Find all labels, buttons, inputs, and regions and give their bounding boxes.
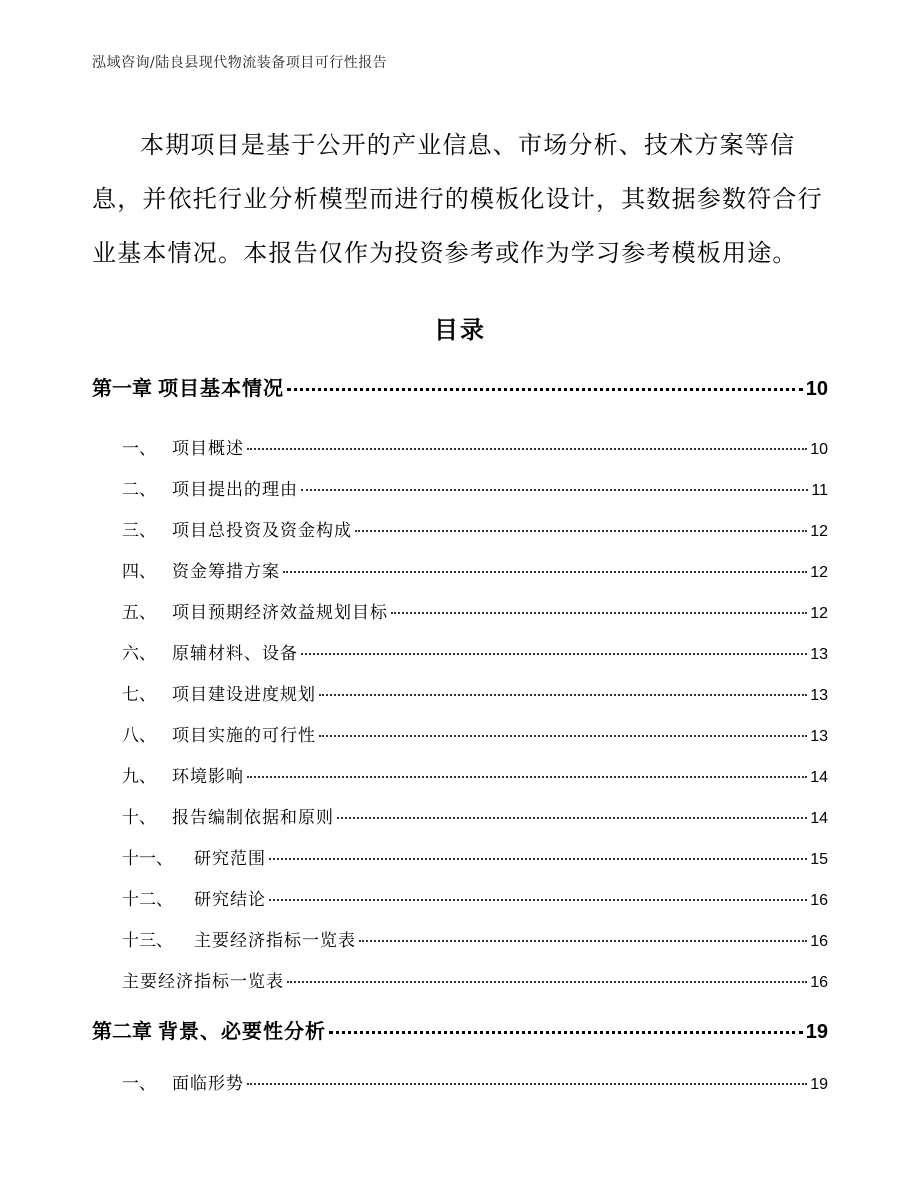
toc-dot-leader bbox=[319, 735, 807, 737]
toc-section-1-6[interactable] bbox=[122, 639, 828, 665]
toc-section-1-8[interactable] bbox=[122, 721, 828, 747]
toc-number: 二、 bbox=[122, 480, 156, 500]
toc-dot-leader bbox=[329, 1031, 803, 1034]
toc-section-1-10[interactable] bbox=[122, 803, 828, 829]
toc-page-number: 13 bbox=[810, 646, 828, 663]
toc-label: 资金筹措方案 bbox=[172, 562, 280, 582]
toc-section-2-1[interactable] bbox=[122, 1069, 828, 1095]
toc-number: 一、 bbox=[122, 439, 156, 459]
toc-dot-leader bbox=[337, 817, 807, 819]
toc-dot-leader bbox=[287, 981, 807, 983]
toc-label: 报告编制依据和原则 bbox=[172, 808, 334, 828]
toc-page-number: 11 bbox=[811, 482, 828, 499]
toc-dot-leader bbox=[301, 653, 807, 655]
toc-label: 项目总投资及资金构成 bbox=[172, 521, 352, 541]
toc-section-1-2[interactable] bbox=[122, 475, 828, 501]
toc-label: 原辅材料、设备 bbox=[172, 644, 298, 664]
toc-number: 五、 bbox=[122, 603, 156, 623]
toc-page-number: 16 bbox=[810, 974, 828, 991]
toc-title: 目录 bbox=[434, 316, 486, 344]
toc-page-number: 13 bbox=[810, 728, 828, 745]
toc-label: 项目提出的理由 bbox=[172, 480, 298, 500]
toc-number: 十一、 bbox=[122, 849, 173, 869]
toc-page-number: 10 bbox=[805, 378, 828, 400]
toc-number: 九、 bbox=[122, 767, 156, 787]
toc-section-1-12[interactable] bbox=[122, 885, 828, 911]
toc-label: 研究结论 bbox=[194, 890, 266, 910]
toc-page-number: 12 bbox=[810, 605, 828, 622]
toc-label: 项目概述 bbox=[172, 439, 244, 459]
toc-chapter-2[interactable] bbox=[92, 1015, 828, 1045]
toc-label: 项目实施的可行性 bbox=[172, 726, 316, 746]
toc-number: 四、 bbox=[122, 562, 156, 582]
toc-section-1-3[interactable] bbox=[122, 516, 828, 542]
toc-dot-leader bbox=[283, 571, 807, 573]
toc-page-number: 13 bbox=[810, 687, 828, 704]
toc-section-1-4[interactable] bbox=[122, 557, 828, 583]
toc-number: 十三、 bbox=[122, 931, 173, 951]
toc-page-number: 14 bbox=[810, 769, 828, 786]
toc-number: 一、 bbox=[122, 1074, 156, 1094]
toc-page-number: 12 bbox=[810, 523, 828, 540]
toc-number: 七、 bbox=[122, 685, 156, 705]
toc-dot-leader bbox=[269, 858, 807, 860]
toc-label: 研究范围 bbox=[194, 849, 266, 869]
toc-label: 环境影响 bbox=[172, 767, 244, 787]
toc-page-number: 10 bbox=[810, 441, 828, 458]
running-header: 泓域咨询/陆良县现代物流装备项目可行性报告 bbox=[92, 55, 388, 71]
intro-paragraph: 本期项目是基于公开的产业信息、市场分析、技术方案等信息，并依托行业分析模型而进行的模板化设计，其数据参数符合行业基本情况。本报告仅作为投资参考或作为学习参考模板用途。 bbox=[92, 131, 823, 267]
toc-section-1-11[interactable] bbox=[122, 844, 828, 870]
toc-dot-leader bbox=[247, 448, 807, 450]
toc-dot-leader bbox=[355, 530, 807, 532]
toc-dot-leader bbox=[301, 489, 808, 491]
toc-dot-leader bbox=[391, 612, 807, 614]
toc-number: 六、 bbox=[122, 644, 156, 664]
toc-page-number: 12 bbox=[810, 564, 828, 581]
toc-section-1-5[interactable] bbox=[122, 598, 828, 624]
toc-number: 十二、 bbox=[122, 890, 173, 910]
toc-dot-leader bbox=[287, 388, 803, 391]
toc-page-number: 16 bbox=[810, 892, 828, 909]
toc-page-number: 16 bbox=[810, 933, 828, 950]
toc-section-1-7[interactable] bbox=[122, 680, 828, 706]
toc-section-1-13[interactable] bbox=[122, 926, 828, 952]
toc-dot-leader bbox=[247, 1083, 807, 1085]
toc-number: 第一章 bbox=[92, 376, 152, 400]
toc-page-number: 14 bbox=[810, 810, 828, 827]
toc-dot-leader bbox=[269, 899, 807, 901]
toc-page-number: 19 bbox=[805, 1021, 828, 1043]
toc-dot-leader bbox=[319, 694, 807, 696]
toc-label: 项目建设进度规划 bbox=[172, 685, 316, 705]
toc-section-1-1[interactable] bbox=[122, 434, 828, 460]
toc-number: 三、 bbox=[122, 521, 156, 541]
toc-page-number: 19 bbox=[810, 1076, 828, 1093]
toc-label: 面临形势 bbox=[172, 1074, 244, 1094]
toc-dot-leader bbox=[247, 776, 807, 778]
toc-page-number: 15 bbox=[810, 851, 828, 868]
toc-number: 八、 bbox=[122, 726, 156, 746]
toc-number: 第二章 bbox=[92, 1019, 152, 1043]
toc-section-1-9[interactable] bbox=[122, 762, 828, 788]
toc-label: 背景、必要性分析 bbox=[158, 1019, 326, 1043]
toc-chapter-1[interactable] bbox=[92, 372, 828, 402]
toc-label: 项目基本情况 bbox=[158, 376, 284, 400]
toc-label: 主要经济指标一览表 bbox=[122, 972, 284, 992]
toc-number: 十、 bbox=[122, 808, 156, 828]
toc-label: 主要经济指标一览表 bbox=[194, 931, 356, 951]
toc-table-entry[interactable] bbox=[122, 967, 828, 993]
toc-dot-leader bbox=[359, 940, 807, 942]
toc-label: 项目预期经济效益规划目标 bbox=[172, 603, 388, 623]
